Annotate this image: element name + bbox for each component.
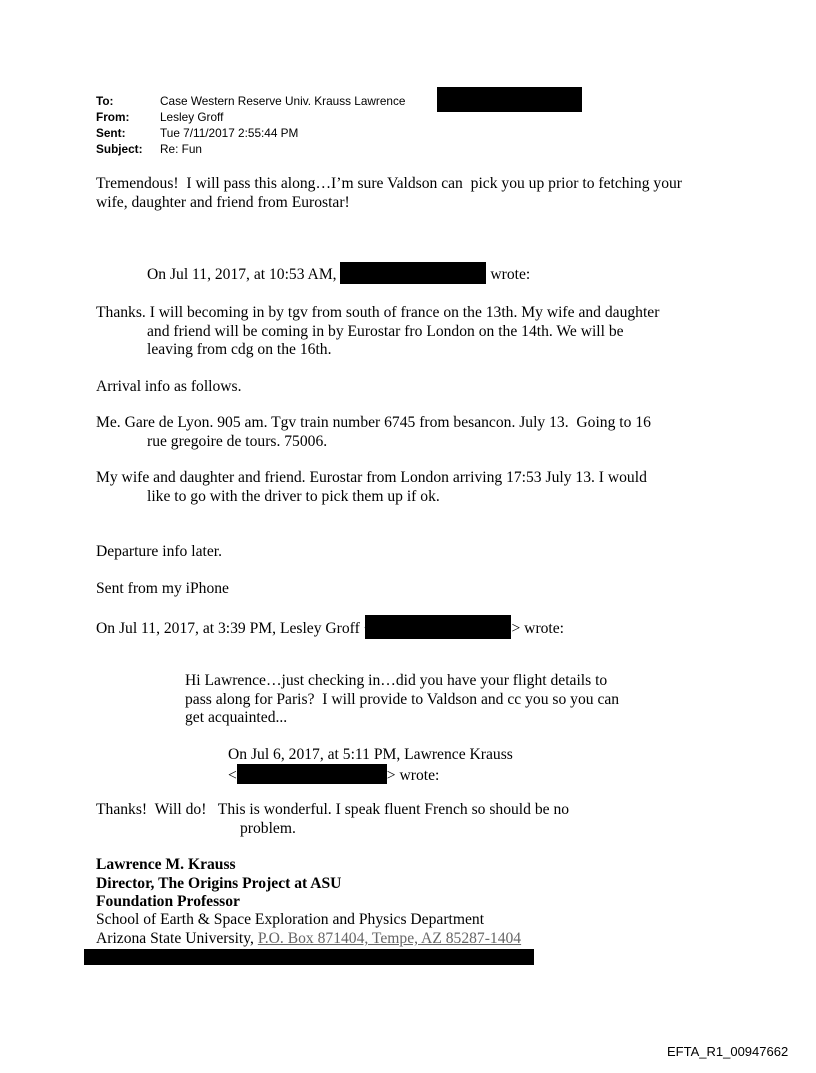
bates-number: EFTA_R1_00947662 [667,1044,789,1059]
quote-attribution-3-line-1: On Jul 6, 2017, at 5:11 PM, Lawrence Krauss [228,746,513,763]
attribution-text: > wrote: [386,767,440,784]
university-name: Arizona State University, [96,930,258,947]
quoted-line: Arrival info as follows. [96,378,242,395]
quoted-line: and friend will be coming in by Eurostar fro London on the 14th. We will be [147,323,624,340]
header-row-sent [96,126,298,140]
from-value: Lesley Groff [160,110,224,124]
signature-name: Lawrence M. Krauss [96,856,236,873]
redaction-bar-bottom [84,949,534,965]
sent-value: Tue 7/11/2017 2:55:44 PM [160,126,299,140]
reply-line-2: wife, daughter and friend from Eurostar! [96,194,350,211]
attribution-text: > wrote: [511,620,565,637]
sent-from-iphone-line: Sent from my iPhone [96,580,229,597]
redaction-bar-email-1 [340,262,486,284]
to-label: To: [96,94,114,108]
angle-bracket: < [228,767,237,784]
signature-department: School of Earth & Space Exploration and Physics Department [96,911,485,928]
attribution-text: On Jul 11, 2017, at 3:39 PM, Lesley Groff [96,620,364,637]
redaction-bar-email-2 [365,615,511,639]
quoted-line: Hi Lawrence…just checking in…did you have your flight details to [185,672,608,689]
header-row-to [96,94,405,108]
to-value: Case Western Reserve Univ. Krauss Lawrence [160,94,406,108]
quoted-line: like to go with the driver to pick them up if ok. [147,488,440,505]
header-row-subject [96,142,202,156]
reply-line-1: Tremendous! I will pass this along…I’m sure Valdson can pick you up prior to fetching your [96,175,682,192]
signature-title-2: Foundation Professor [96,893,240,910]
subject-value: Re: Fun [160,142,202,156]
subject-label: Subject: [96,142,143,156]
redaction-bar-to-address [437,87,582,112]
quoted-line: Me. Gare de Lyon. 905 am. Tgv train number 6745 from besancon. July 13. Going to 16 [96,414,651,431]
quote-attribution-3-line-2 [228,764,439,785]
quoted-line: pass along for Paris? I will provide to Valdson and cc you so you can [185,691,620,708]
quoted-line: Thanks! Will do! This is wonderful. I speak fluent French so should be no [96,801,570,818]
quote-attribution-2 [96,615,564,639]
quoted-line: get acquainted... [185,709,288,726]
attribution-text: On Jul 11, 2017, at 10:53 AM, [147,266,341,283]
quoted-line: leaving from cdg on the 16th. [147,341,332,358]
quoted-line: rue gregoire de tours. 75006. [147,433,328,450]
signature-title-1: Director, The Origins Project at ASU [96,875,342,892]
quoted-line: problem. [240,820,296,837]
quoted-line: Departure info later. [96,543,222,560]
signature-university-line [96,929,521,948]
quoted-line: My wife and daughter and friend. Eurostar from London arriving 17:53 July 13. I would [96,469,647,486]
quote-attribution-1 [147,262,530,284]
header-row-from [96,110,223,124]
from-label: From: [96,110,130,124]
attribution-text: wrote: [486,266,531,283]
redaction-bar-email-3 [237,764,387,784]
quoted-line: Thanks. I will becoming in by tgv from south of france on the 13th. My wife and daughter [96,304,660,321]
address-link[interactable]: P.O. Box 871404, Tempe, AZ 85287-1404 [257,930,522,947]
sent-label: Sent: [96,126,126,140]
